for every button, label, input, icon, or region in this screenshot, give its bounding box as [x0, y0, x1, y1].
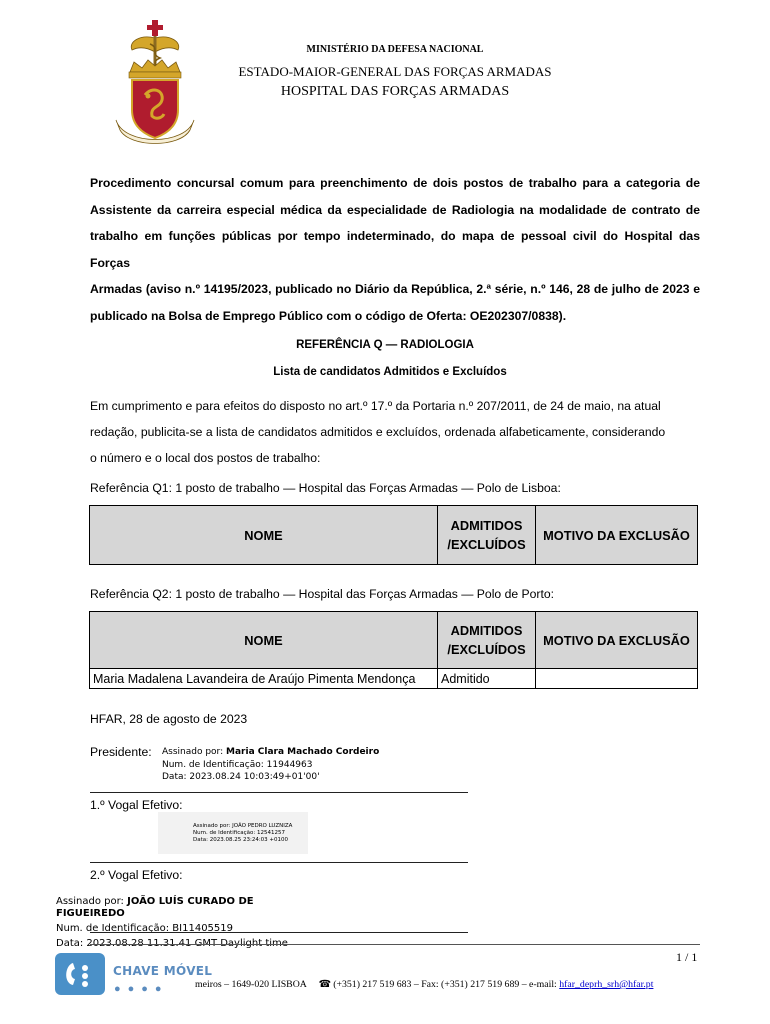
chave-movel-logo-icon — [55, 953, 105, 995]
place-date: HFAR, 28 de agosto de 2023 — [90, 712, 248, 726]
intro-line: publicado na Bolsa de Emprego Público com o código de Oferta: OE202307/0838). — [90, 308, 567, 323]
q1-col-reason: MOTIVO DA EXCLUSÃO — [536, 506, 698, 565]
intro-line: Armadas (aviso n.º 14195/2023, publicado no Diário da República, 2.ª série, n.º 146, 28 de julho de 2023 e — [90, 282, 700, 297]
vogal2-sig-label: Assinado por: — [56, 896, 124, 907]
footer-contact — [195, 979, 653, 990]
footer-divider — [90, 944, 700, 945]
body-line: o número e o local dos postos de trabalho: — [90, 451, 321, 465]
intro-line: Procedimento concursal comum para preenchimento de dois postos de trabalho para a categoria de — [90, 176, 700, 190]
footer-email-link[interactable]: hfar_deprh_srh@hfar.pt — [559, 979, 654, 990]
president-label: Presidente: — [90, 745, 152, 759]
intro-line: Assistente da carreira especial médica da especialidade de Radiologia na modalidade de contrato de — [90, 202, 700, 217]
vogal2-label: 2.º Vogal Efetivo: — [90, 868, 183, 882]
q2-col-status-line2: /EXCLUÍDOS — [447, 642, 526, 657]
intro-paragraph — [90, 170, 700, 330]
q1-table-header — [90, 506, 698, 565]
q1-col-name: NOME — [90, 506, 438, 565]
body-paragraph — [90, 393, 700, 471]
vogal1-signature — [193, 823, 292, 844]
q1-col-status — [438, 506, 536, 565]
q1-table — [89, 505, 698, 565]
vogal2-sig-date: Data: 2023.08.28 11.31.41 GMT Daylight time — [56, 938, 288, 949]
phone-icon: ☎ — [318, 979, 331, 990]
vogal2-sig-name: JOÃO LUÍS CURADO DE — [127, 896, 254, 907]
q2-col-name: NOME — [90, 612, 438, 669]
vogal1-sig-line3: Data: 2023.08.25 23:24:03 +0100 — [193, 837, 289, 843]
signer-name: Maria Clara Machado Cordeiro — [226, 747, 380, 757]
table-row — [90, 669, 698, 689]
president-signature — [162, 746, 379, 784]
ministry-header: MINISTÉRIO DA DEFESA NACIONAL — [306, 44, 484, 55]
signed-by-label: Assinado por: — [162, 747, 224, 757]
signature-line — [90, 792, 468, 793]
list-title: Lista de candidatos Admitidos e Excluídos — [273, 366, 507, 378]
candidate-reason — [536, 669, 698, 689]
page-number: 1 / 1 — [676, 950, 698, 964]
intro-line: trabalho em funções públicas por tempo indeterminado, do mapa de pessoal civil do Hospital das Forças — [90, 229, 700, 270]
q2-col-reason: MOTIVO DA EXCLUSÃO — [536, 612, 698, 669]
reference-title: REFERÊNCIA Q — RADIOLOGIA — [296, 339, 474, 351]
vogal2-sig-id: Num. de Identificação: BI11405519 — [56, 923, 234, 934]
q2-col-status-line1: ADMITIDOS — [450, 623, 523, 638]
footer-address: meiros – 1649-020 LISBOA — [195, 979, 307, 990]
candidate-name: Maria Madalena Lavandeira de Araújo Pimenta Mendonça — [90, 669, 438, 689]
signature-line — [90, 862, 468, 863]
q2-col-status — [438, 612, 536, 669]
q2-table-header — [90, 612, 698, 669]
body-line: redação, publicita-se a lista de candidatos admitidos e excluídos, ordenada alfabeticamente, considerando — [90, 425, 666, 439]
chave-movel-dots: ●●●● — [114, 983, 169, 995]
signature-date: Data: 2023.08.24 10:03:49+01'00' — [162, 772, 320, 782]
vogal1-sig-line2: Num. de Identificação: 12541257 — [193, 830, 285, 836]
signature-line — [90, 932, 468, 933]
staff-header: ESTADO-MAIOR-GENERAL DAS FORÇAS ARMADAS — [238, 64, 552, 79]
vogal1-label: 1.º Vogal Efetivo: — [90, 798, 183, 812]
vogal1-sig-line1: Assinado por: JOÃO PEDRO LUZNIZA — [193, 823, 293, 829]
q2-label: Referência Q2: 1 posto de trabalho — Hospital das Forças Armadas — Polo de Porto: — [90, 587, 555, 601]
candidate-status: Admitido — [438, 669, 536, 689]
vogal2-sig-name-2: FIGUEIREDO — [56, 908, 125, 919]
q1-label: Referência Q1: 1 posto de trabalho — Hospital das Forças Armadas — Polo de Lisboa: — [90, 481, 561, 495]
body-line: Em cumprimento e para efeitos do disposto no art.º 17.º da Portaria n.º 207/2011, de 24 de maio, na atual — [90, 399, 661, 413]
vogal2-signature — [56, 896, 254, 920]
signer-id: Num. de Identificação: 11944963 — [162, 759, 313, 770]
q1-col-status-line1: ADMITIDOS — [450, 518, 523, 533]
q2-table — [89, 611, 698, 689]
footer-phone: (+351) 217 519 683 – Fax: (+351) 217 519 689 – e-mail: — [333, 979, 557, 990]
q1-col-status-line2: /EXCLUÍDOS — [447, 537, 526, 552]
chave-movel-brand: CHAVE MÓVEL — [113, 964, 213, 978]
hospital-header: HOSPITAL DAS FORÇAS ARMADAS — [280, 84, 510, 99]
